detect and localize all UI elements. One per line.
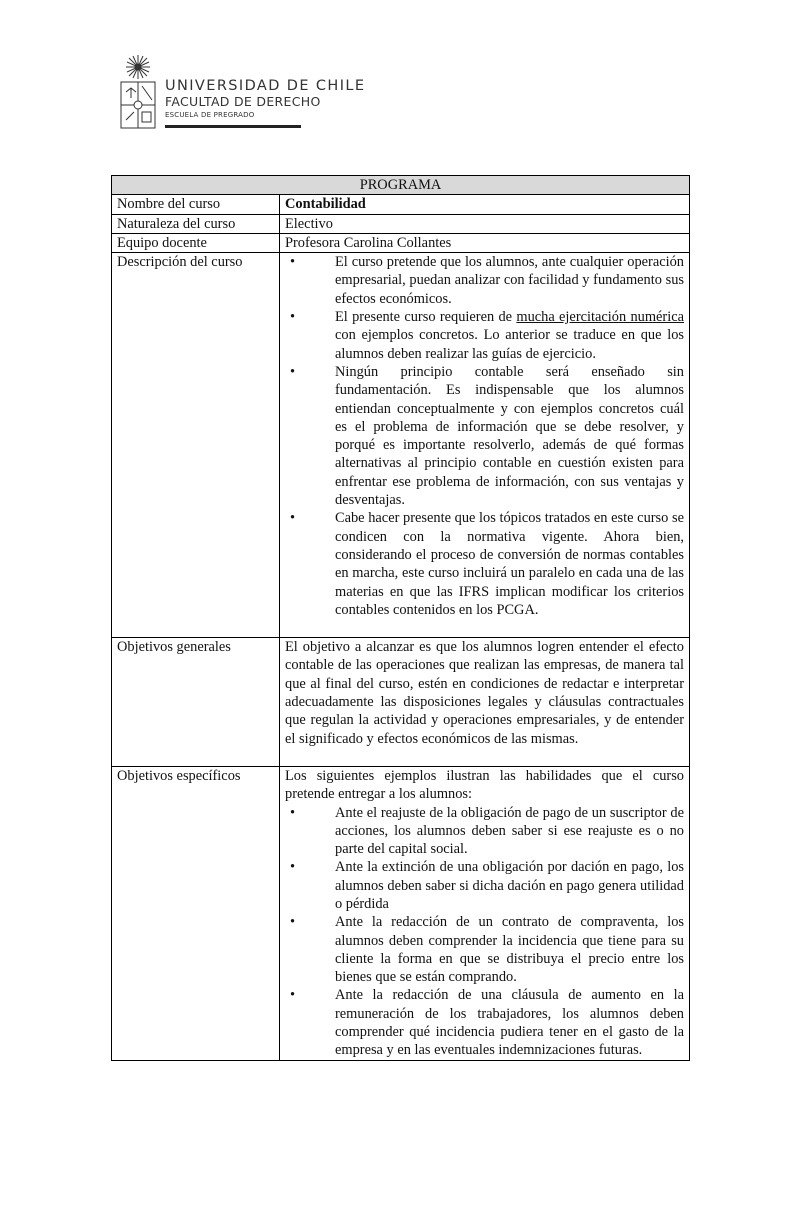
specific-objectives: Los siguientes ejemplos ilustran las habilidades que el curso pretende entregar a los alumnos: • Ante el reajuste de la obligación de pago de un suscriptor de acciones, los alumnos deben saber si ese reajuste es o no parte del capital social. • Ante la extinción de una obligación por dación en pago, los alumnos deben saber si dicha dación en pago genera utilidad o pérdida • Ante la redacción de un contrato de compraventa, los alumnos deben comprender la incidencia que tiene para su cliente la forma en que se distribuya el precio entre los bienes que se están comprando. • Ante la redacción de una cláusula de aumento en la remuneración de los trabajadores, los alumnos deben comprender qué incidencia pudiera tener en el gasto de la empresa y en las eventuales indemnizaciones futuras. xyxy=(280,766,690,1060)
row-label: Descripción del curso xyxy=(112,253,280,638)
list-item: • Ante el reajuste de la obligación de pago de un suscriptor de acciones, los alumnos deben saber si ese reajuste es o no parte del capital social. xyxy=(290,804,684,858)
list-item: • El presente curso requieren de mucha ejercitación numérica con ejemplos concretos. Lo anterior se traduce en que los alumnos deben realizar las guías de ejercicio. xyxy=(290,309,685,362)
row-label: Equipo docente xyxy=(112,233,280,252)
row-label: Objetivos generales xyxy=(112,638,280,767)
list-item: • Ningún principio contable será enseñado sin fundamentación. Es indispensable que los alumnos entiendan conceptualmente y con ejemplos concretos cuál es el problema de información que se debe resolver, y porqué es importante resolverlo, además de qué formas alternativas al principio contable en cuestión existen para enfrentar ese problema de información, con sus ventajas y desventajas. xyxy=(290,363,684,509)
program-table xyxy=(111,175,690,1061)
table-row xyxy=(112,214,690,233)
course-type: Electivo xyxy=(280,214,690,233)
list-item: • Cabe hacer presente que los tópicos tratados en este curso se condicen con la normativa vigente. Ahora bien, considerando el proceso de conversión de normas contables en marcha, este curso incluirá un paralelo en cada una de las materias en que las IFRS implican modificar los criterios contables contenidos en los PCGA. xyxy=(290,510,684,618)
table-row xyxy=(112,766,690,1060)
table-row xyxy=(112,638,690,767)
row-label: Objetivos específicos xyxy=(112,766,280,1060)
list-item: • El curso pretende que los alumnos, ante cualquier operación empresarial, puedan analizar con facilidad y fundamento sus efectos económicos. xyxy=(290,254,684,307)
table-row xyxy=(112,233,690,252)
course-name: Contabilidad xyxy=(280,195,690,214)
list-item: • Ante la redacción de un contrato de compraventa, los alumnos deben comprender la incidencia que tiene para su cliente la forma en que se distribuya el precio entre los bienes que se están comprando. xyxy=(290,914,684,986)
table-row xyxy=(112,253,690,638)
program-title: PROGRAMA xyxy=(112,176,690,195)
faculty-name: FACULTAD DE DERECHO xyxy=(165,94,321,109)
university-name: UNIVERSIDAD DE CHILE xyxy=(165,78,366,94)
logo-divider xyxy=(165,125,301,128)
school-name: ESCUELA DE PREGRADO xyxy=(165,111,255,119)
course-description xyxy=(280,253,690,638)
teaching-team: Profesora Carolina Collantes xyxy=(280,233,690,252)
row-label: Naturaleza del curso xyxy=(112,214,280,233)
list-item: • Ante la redacción de una cláusula de aumento en la remuneración de los trabajadores, los alumnos deben comprender qué incidencia pudiera tener en el gasto de la empresa y en las eventuales indemnizaciones futuras. xyxy=(290,987,684,1059)
general-objectives: El objetivo a alcanzar es que los alumnos logren entender el efecto contable de las operaciones que realizan las empresas, de manera tal que al final del curso, estén en condiciones de redactar e interpretar adecuadamente las disposiciones legales y cláusulas contractuales que regulan la actividad y operaciones empresariales, y de entender el significado y efectos económicos de las mismas. xyxy=(280,638,690,767)
row-label: Nombre del curso xyxy=(112,195,280,214)
list-item: • Ante la extinción de una obligación por dación en pago, los alumnos deben saber si dicha dación en pago genera utilidad o pérdida xyxy=(290,859,684,912)
table-row xyxy=(112,195,690,214)
